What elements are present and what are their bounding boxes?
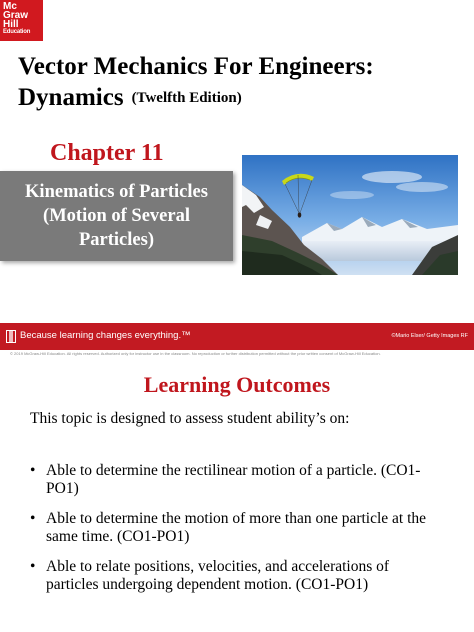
mcgraw-hill-logo bbox=[0, 0, 43, 41]
intro-text: This topic is designed to assess student ability’s on: bbox=[30, 410, 350, 427]
photo-credit: ©Mario Elser/ Getty Images RF bbox=[391, 333, 468, 339]
topic-box bbox=[0, 171, 233, 261]
outcome-text: Able to relate positions, velocities, and accelerations of particles undergoing dependent motion. (CO1-PO1) bbox=[46, 558, 390, 593]
bullet-icon: • bbox=[30, 462, 36, 479]
logo-line: Hill bbox=[3, 19, 19, 30]
list-item bbox=[30, 462, 442, 498]
topic-line: Particles) bbox=[79, 230, 154, 250]
topic-line: Kinematics of Particles bbox=[25, 182, 208, 202]
book-title: Vector Mechanics For Engineers: bbox=[18, 53, 374, 80]
topic-line: (Motion of Several bbox=[43, 206, 190, 226]
paraglider-mountain-photo bbox=[242, 155, 458, 275]
book-subtitle-line bbox=[18, 84, 242, 112]
logo-line: Graw bbox=[3, 10, 29, 21]
bullet-icon: • bbox=[30, 510, 36, 527]
logo-line: Mc bbox=[3, 1, 17, 12]
bullet-icon: • bbox=[30, 558, 36, 575]
tagline: Because learning changes everything.™ bbox=[20, 330, 191, 341]
outcome-text: Able to determine the motion of more than one particle at the same time. (CO1-PO1) bbox=[46, 510, 427, 545]
outcomes-list bbox=[30, 462, 442, 606]
book-icon bbox=[6, 330, 16, 343]
copyright-notice: © 2019 McGraw-Hill Education. All rights reserved. Authorized only for instructor use in the classroom. No reproduction or further distribution permitted without the prior written consent of McGraw-Hill Education. bbox=[10, 351, 381, 356]
list-item bbox=[30, 558, 442, 594]
edition-label: (Twelfth Edition) bbox=[131, 90, 242, 106]
book-subtitle: Dynamics bbox=[18, 84, 124, 111]
slide-heading: Learning Outcomes bbox=[143, 372, 331, 397]
footer-band bbox=[0, 323, 474, 350]
chapter-heading: Chapter 11 bbox=[50, 140, 164, 166]
logo-line: Education bbox=[3, 29, 31, 35]
learning-outcomes-slide bbox=[0, 361, 474, 632]
outcome-text: Able to determine the rectilinear motion of a particle. (CO1-PO1) bbox=[46, 462, 421, 497]
list-item bbox=[30, 510, 442, 546]
